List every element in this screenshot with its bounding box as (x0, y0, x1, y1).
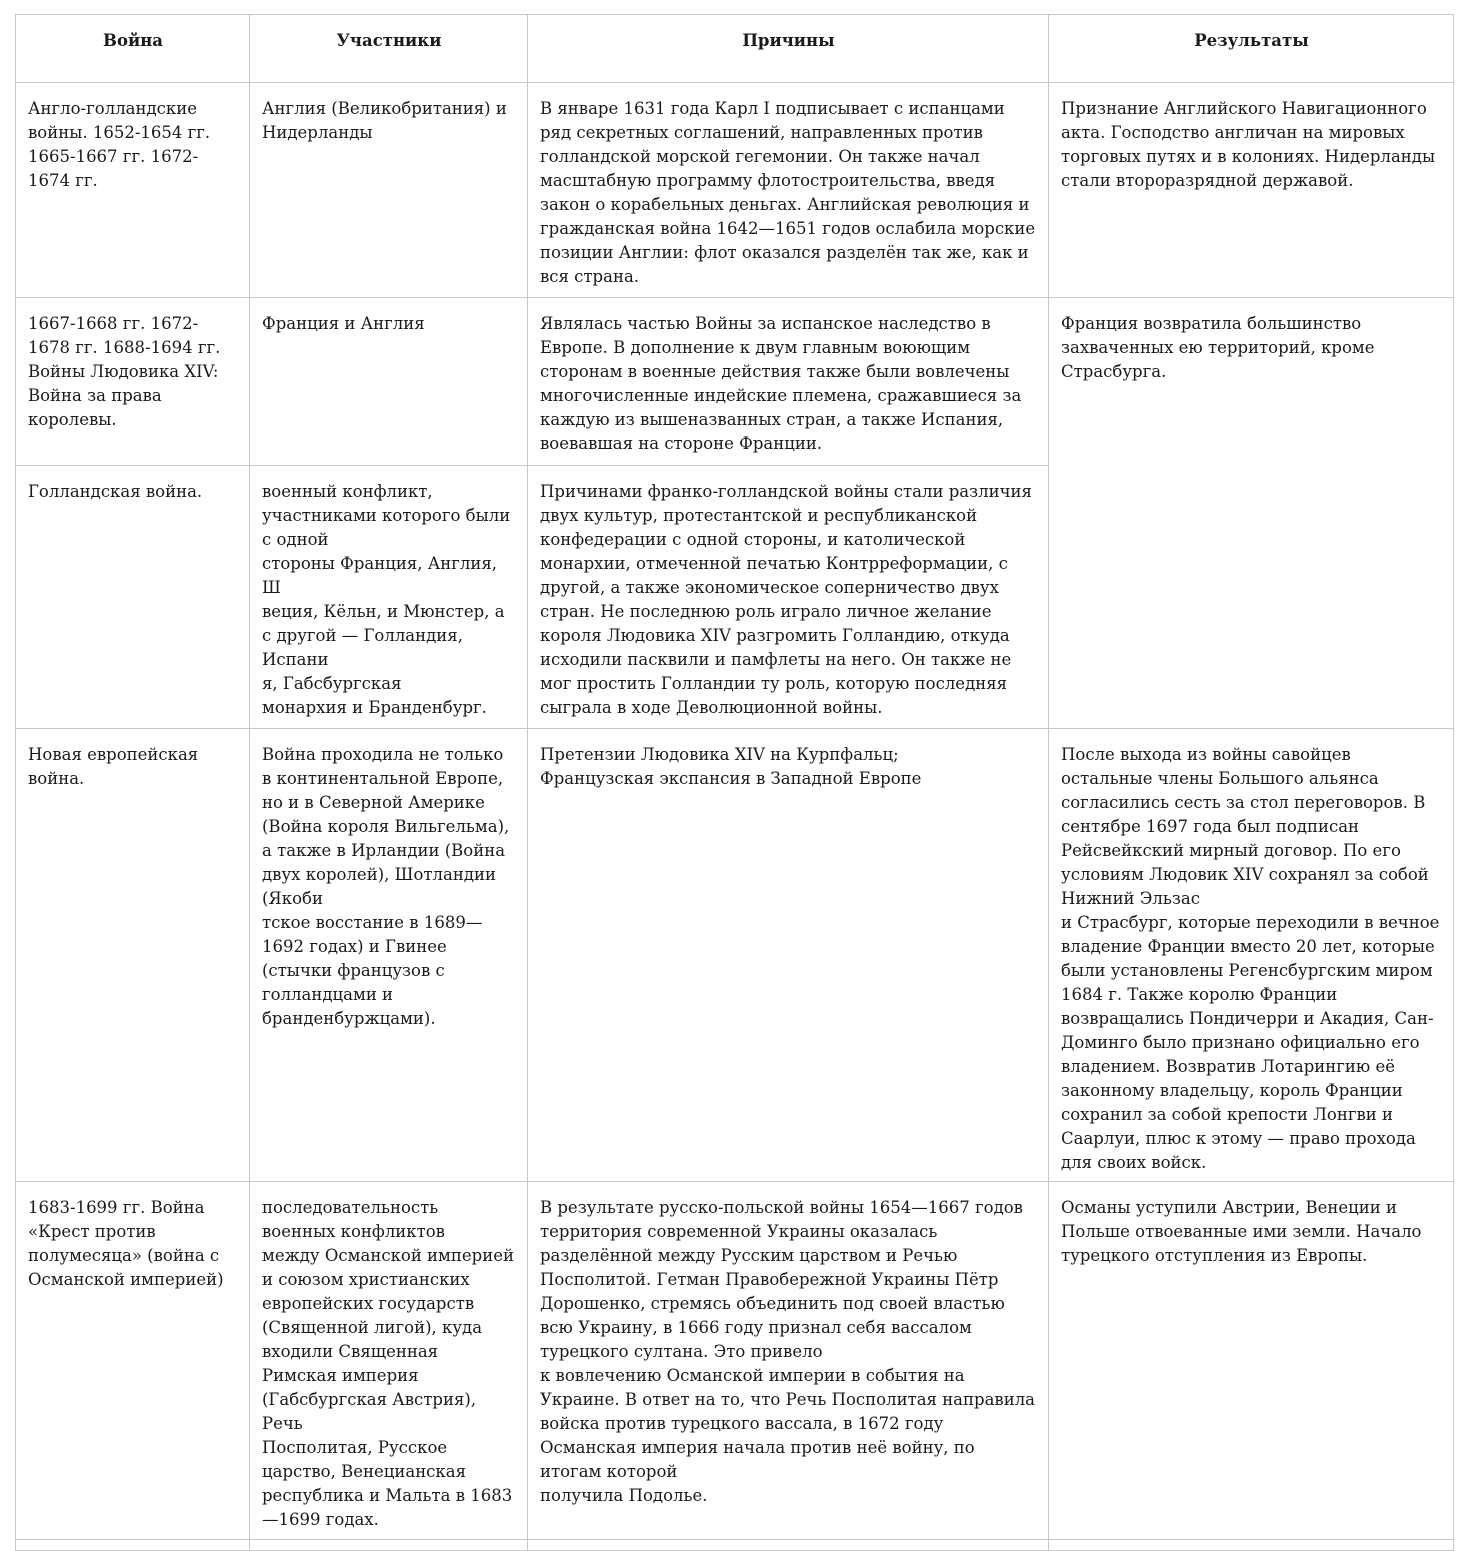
table-row (16, 729, 1454, 1182)
cell-war: Новая европейская война. (16, 729, 250, 1182)
cell-causes: В результате русско-польской войны 1654—1667 годов территория современной Украины оказалась разделённой между Русским царством и Речью Посполитой. Гетман Правобережной Украины Пётр Дорошенко, стремясь объединить под своей властью всю Украину, в 1666 году признал себя вассалом турецкого султана. Это привело к вовлечению Османской империи в события на Украине. В ответ на то, что Речь Посполитая направила войска против турецкого вассала, в 1672 году Османская империя начала против неё войну, по итогам которой получила Подолье. (528, 1182, 1049, 1540)
cell-participants: последовательность военных конфликтов между Османской империей и союзом христианских европейских государств (Священной лигой), куда входили Священная Римская империя (Габсбургская Австрия), Речь Посполитая, Русское царство, Венецианская республика и Мальта в 1683—1699 годах. (250, 1182, 528, 1540)
cell-causes: В январе 1631 года Карл I подписывает с испанцами ряд секретных соглашений, направленных против голландской морской гегемонии. Он также начал масштабную программу флотостроительства, введя закон о корабельных деньгах. Английская революция и гражданская война 1642—1651 годов ослабила морские позиции Англии: флот оказался разделён так же, как и вся страна. (528, 83, 1049, 298)
table-row (16, 1182, 1454, 1540)
cell-war: Голландская война. (16, 466, 250, 729)
cell-empty (528, 1540, 1049, 1551)
cell-war: 1667-1668 гг. 1672-1678 гг. 1688-1694 гг. Войны Людовика XIV: Война за права королевы. (16, 298, 250, 466)
cell-participants: Франция и Англия (250, 298, 528, 466)
header-causes: Причины (528, 15, 1049, 83)
cell-participants: Англия (Великобритания) и Нидерланды (250, 83, 528, 298)
table-row (16, 83, 1454, 298)
header-participants: Участники (250, 15, 528, 83)
cell-results: Признание Английского Навигационного акта. Господство англичан на мировых торговых путях и в колониях. Нидерланды стали второразрядной державой. (1049, 83, 1454, 298)
cell-causes: Причинами франко-голландской войны стали различия двух культур, протестантской и республиканской конфедерации с одной стороны, и католической монархии, отмеченной печатью Контрреформации, с другой, а также экономическое соперничество двух стран. Не последнюю роль играло личное желание короля Людовика XIV разгромить Голландию, откуда исходили пасквили и памфлеты на него. Он также не мог простить Голландии ту роль, которую последняя сыграла в ходе Деволюционной войны. (528, 466, 1049, 729)
cell-causes: Являлась частью Войны за испанское наследство в Европе. В дополнение к двум главным воюющим сторонам в военные действия также были вовлечены многочисленные индейские племена, сражавшиеся за каждую из вышеназванных стран, а также Испания, воевавшая на стороне Франции. (528, 298, 1049, 466)
header-row (16, 15, 1454, 83)
cell-war: 1683-1699 гг. Война «Крест против полумесяца» (война с Османской империей) (16, 1182, 250, 1540)
table-row (16, 298, 1454, 466)
cell-participants: Война проходила не только в континентальной Европе, но и в Северной Америке (Война короля Вильгельма), а также в Ирландии (Война двух королей), Шотландии (Якоби тское восстание в 1689—1692 годах) и Гвинее (стычки французов с голландцами и бранденбуржцами). (250, 729, 528, 1182)
cell-empty (1049, 1540, 1454, 1551)
cell-results: Османы уступили Австрии, Венеции и Польше отвоеванные ими земли. Начало турецкого отступления из Европы. (1049, 1182, 1454, 1540)
cell-causes: Претензии Людовика XIV на Курпфальц; Французская экспансия в Западной Европе (528, 729, 1049, 1182)
header-war: Война (16, 15, 250, 83)
wars-table (15, 14, 1454, 1551)
cell-empty (16, 1540, 250, 1551)
header-results: Результаты (1049, 15, 1454, 83)
cell-empty (250, 1540, 528, 1551)
cell-results: После выхода из войны савойцев остальные члены Большого альянса согласились сесть за стол переговоров. В сентябре 1697 года был подписан Рейсвейкский мирный договор. По его условиям Людовик XIV сохранял за собой Нижний Эльзас и Страсбург, которые переходили в вечное владение Франции вместо 20 лет, которые были установлены Регенсбургским миром 1684 г. Также королю Франции возвращались Пондичерри и Акадия, Сан-Доминго было признано официально его владением. Возвратив Лотарингию её законному владельцу, король Франции сохранил за собой крепости Лонгви и Саарлуи, плюс к этому — право прохода для своих войск. (1049, 729, 1454, 1182)
cell-war: Англо-голландские войны. 1652-1654 гг. 1665-1667 гг. 1672-1674 гг. (16, 83, 250, 298)
cell-participants: военный конфликт, участниками которого были с одной стороны Франция, Англия, Ш веция, Кёльн, и Мюнстер, а с другой — Голландия, Испани я, Габсбургская монархия и Бранденбург. (250, 466, 528, 729)
cell-results: Франция возвратила большинство захваченных ею территорий, кроме Страсбурга. (1049, 298, 1454, 729)
table-row-empty (16, 1540, 1454, 1551)
